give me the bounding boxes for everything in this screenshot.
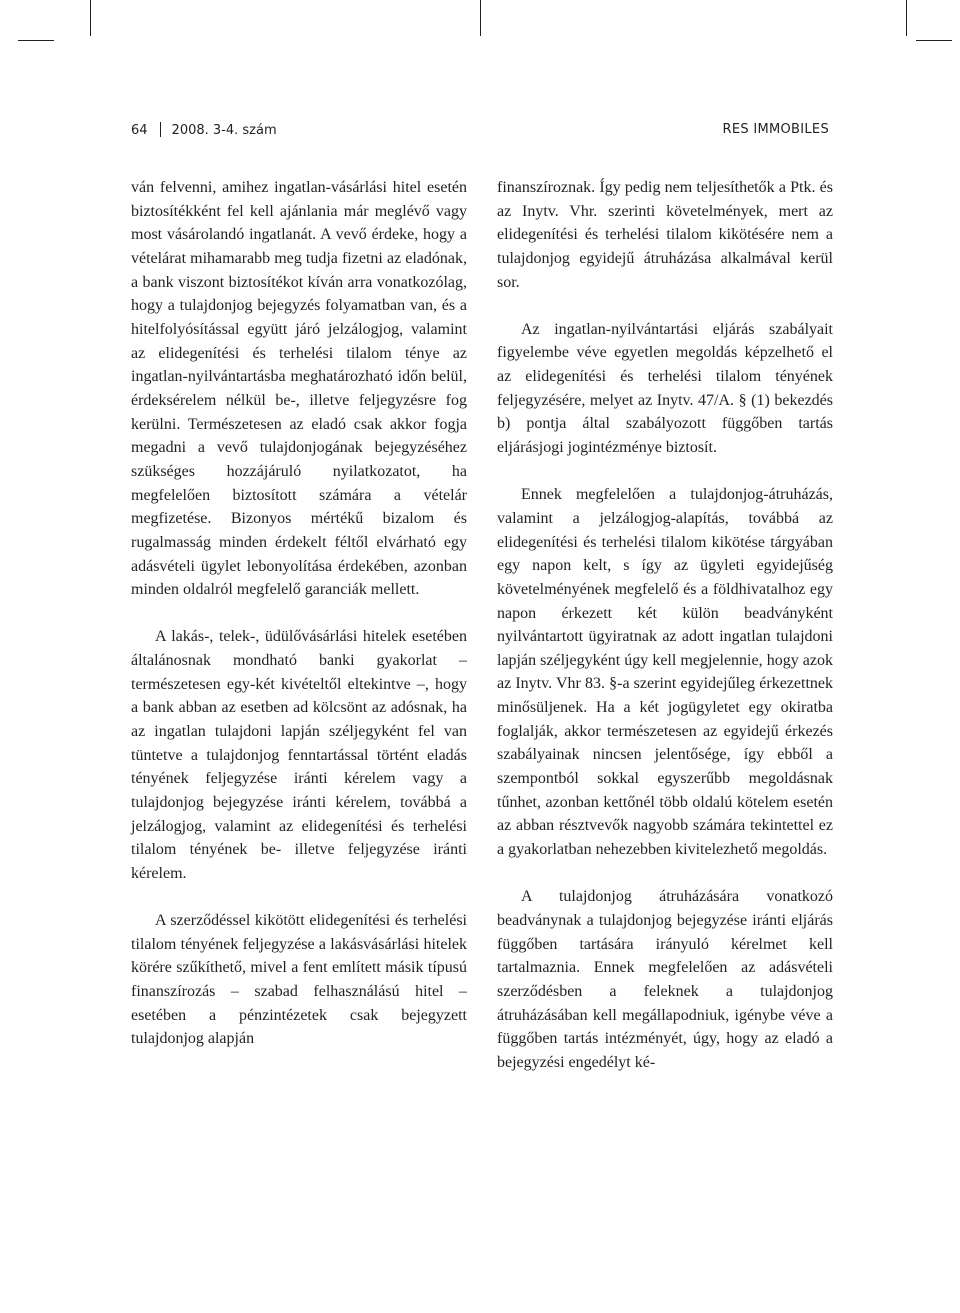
crop-mark bbox=[916, 40, 952, 41]
header-left bbox=[131, 122, 277, 138]
paragraph: Ennek megfelelően a tulajdonjog-átruházás, valamint a jelzálogjog-alapítás, továbbá az elidegenítési és terhelési tilalom kikötése tárgyában egy napon kelt, s így az ügyleti egyidejűség követelményének megfelelő és a földhivatalhoz egy napon érkezett két külön beadványként nyilvántartott ügyiratnak az adott ingatlan tulajdoni lapján széljegyként úgy kell megjelennie, hogy azok az Inytv. Vhr 83. §-a szerint egyidejűleg érkezettnek minősüljenek. Ha a két jogügyletet egy okiratba foglalják, akkor természetesen az egyidejű érkezés szabályainak nincsen jelentősége, így ebből a szempontból sokkal egyszerűbb megoldásnak tűnhet, azonban kettőnél több oldalú kötelem esetén az abban résztvevők nagyobb számára tekintettel ez a gyakorlatban nehezebben kivitelezhető megoldás. bbox=[497, 486, 833, 859]
paragraph: A lakás-, telek-, üdülővásárlási hitelek esetében általánosnak mondható banki gyakorlat – természetesen egy-két kivételtől eltekintve –, hogy a bank abban az esetben ad kölcsönt az adósnak, ha az ingatlan tulajdoni lapján széljegyként fel van tüntetve a tulajdonjog fenntartással történt eladás tényének feljegyzése iránti kérelem vagy a tulajdonjog bejegyzése iránti kérelem, továbbá a jelzálogjog, valamint az elidegenítési és terhelési tilalom tényének be- illetve feljegyzése iránti kérelem. bbox=[131, 628, 467, 882]
journal-title: RES IMMOBILES bbox=[722, 122, 829, 137]
running-header bbox=[131, 118, 829, 142]
header-separator bbox=[160, 122, 161, 137]
paragraph: Az ingatlan-nyilvántartási eljárás szabályait figyelembe véve egyetlen megoldás képzelhető el az elidegenítési és terhelési tilalom tényének feljegyzésére, melyet az Inytv. 47/A. § (1) bekezdés b) pontja által szabályozott függőben tartás eljárásjogi jogintézménye biztosít. bbox=[497, 320, 833, 457]
crop-mark bbox=[480, 0, 481, 36]
paragraph: A szerződéssel kikötött elidegenítési és terhelési tilalom tényének feljegyzése a lakásvásárlási hitelek körére szűkíthető, mivel a fent említett másik típusú finanszírozás – szabad felhasználású hitel – esetében a pénzintézetek csak bejegyzett tulajdonjog alapján bbox=[131, 912, 467, 1048]
crop-mark bbox=[906, 0, 907, 36]
left-column bbox=[131, 176, 467, 1051]
paragraph: finanszíroznak. Így pedig nem teljesíthetők a Ptk. és az Inytv. Vhr. szerinti követelmények, mert az elidegenítési és terhelési tilalom kikötésére nem a tulajdonjog egyidejű átruházása alkalmával kerül sor. bbox=[497, 179, 833, 291]
crop-mark bbox=[90, 0, 91, 36]
paragraph: ván felvenni, amihez ingatlan-vásárlási hitel esetén biztosítékként fel kell ajánlania már meglévő vagy most vásárolandó ingatlanát. A vevő érdeke, hogy a vételárat mihamarabb meg tudja fizetni az eladónak, a bank viszont biztosítékot kíván arra vonatkozólag, hogy a tulajdonjog bejegyzés folyamatban van, és a hitelfolyósítással együtt járó jelzálogjog, valamint az elidegenítési és terhelési tilalom ténye az ingatlan-nyilvántartásba meghatározható időn belül, érdeksérelem nélkül be-, illetve feljegyzésre fog kerülni. Természetesen az eladó csak akkor fogja megadni a vevő tulajdonjogának bejegyzéséhez szükséges hozzájáruló nyilatkozatot, ha megfelelően biztosított számára a vételár megfizetése. Bizonyos mértékű bizalom és rugalmasság minden érdekelt féltől elvárható egy adásvételi ügylet lebonyolítása érdekében, azonban minden oldalról megfelelő garanciák mellett. bbox=[131, 179, 467, 599]
right-column bbox=[497, 176, 833, 1074]
page-number: 64 bbox=[131, 123, 148, 138]
crop-mark bbox=[18, 40, 54, 41]
issue-label: 2008. 3-4. szám bbox=[171, 123, 277, 138]
paragraph: A tulajdonjog átruházására vonatkozó beadványnak a tulajdonjog bejegyzése iránti eljárás függőben tartására irányuló kérelmet kell tartalmaznia. Ennek megfelelően az adásvételi szerződésben a feleknek a tulajdonjog átruházásában kell megállapodniuk, igénybe véve a függőben tartás intézményét, úgy, hogy az eladó a bejegyzési engedélyt ké- bbox=[497, 888, 833, 1071]
